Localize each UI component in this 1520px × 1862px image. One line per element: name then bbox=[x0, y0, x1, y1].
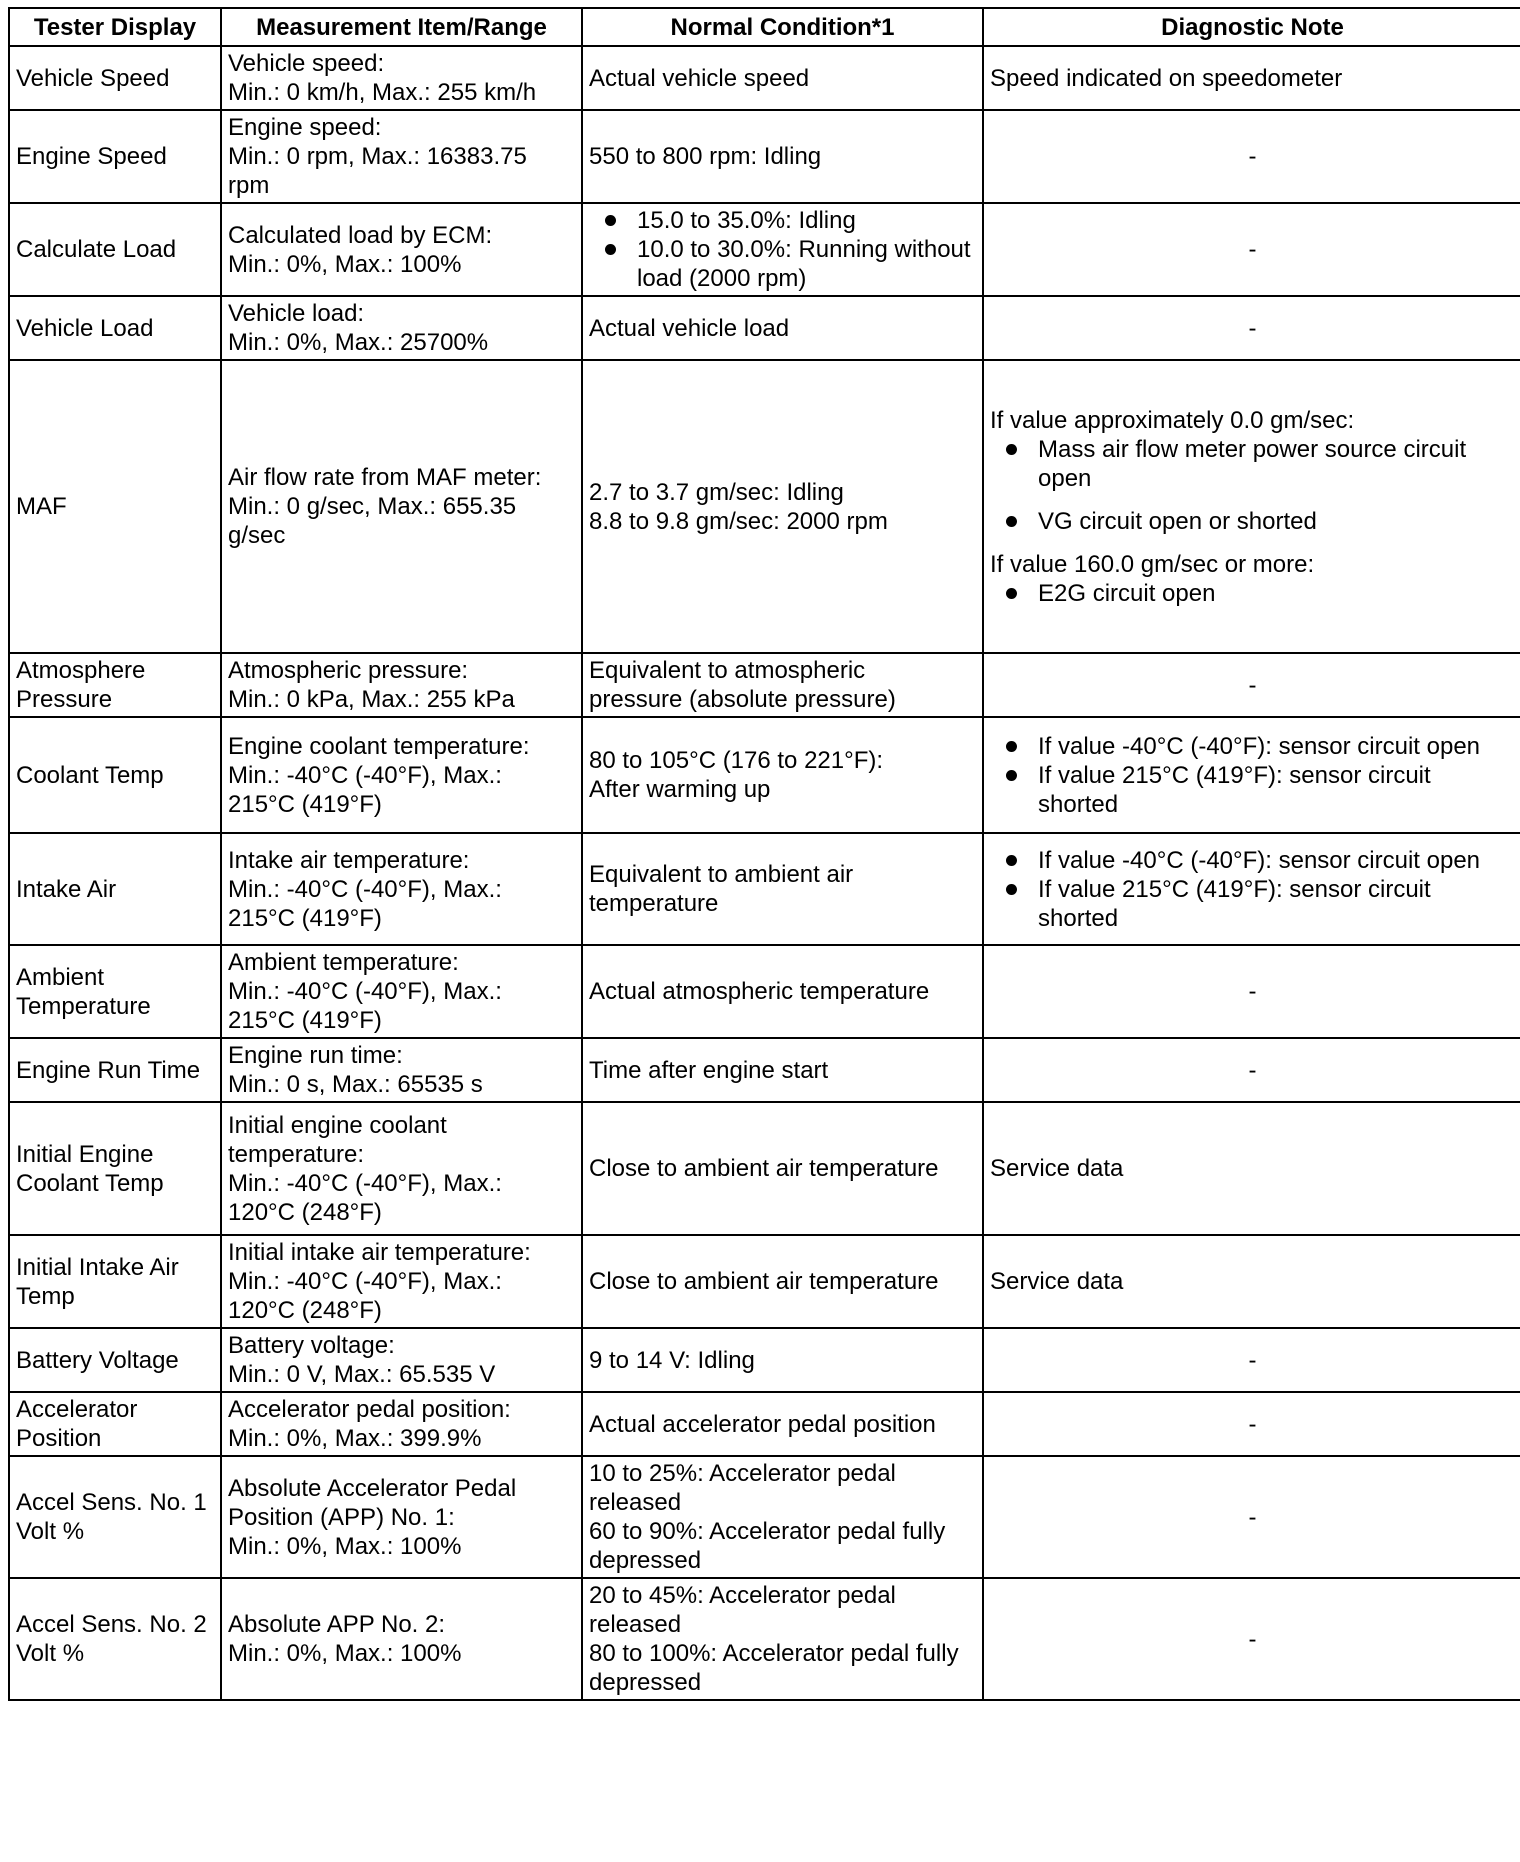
normal-condition-cell: Time after engine start bbox=[582, 1038, 983, 1102]
normal-condition-cell: 80 to 105°C (176 to 221°F): After warming up bbox=[582, 717, 983, 833]
normal-condition-cell bbox=[582, 203, 983, 296]
tester-display-cell: Intake Air bbox=[9, 833, 221, 945]
measurement-range-cell: Calculated load by ECM: Min.: 0%, Max.: 100% bbox=[221, 203, 582, 296]
table-row bbox=[9, 46, 1520, 110]
list-item: 10.0 to 30.0%: Running without load (2000 rpm) bbox=[589, 235, 976, 293]
list-item: If value -40°C (-40°F): sensor circuit open bbox=[990, 732, 1515, 761]
normal-condition-cell: 2.7 to 3.7 gm/sec: Idling 8.8 to 9.8 gm/sec: 2000 rpm bbox=[582, 360, 983, 653]
normal-condition-cell: 9 to 14 V: Idling bbox=[582, 1328, 983, 1392]
diagnostic-note-cell: - bbox=[983, 945, 1520, 1038]
header-tester-display: Tester Display bbox=[9, 8, 221, 46]
data-list-table bbox=[8, 7, 1520, 1701]
diagnostic-note-cell: - bbox=[983, 653, 1520, 717]
list-item: VG circuit open or shorted bbox=[990, 507, 1515, 536]
table-row bbox=[9, 1392, 1520, 1456]
normal-condition-cell: Equivalent to atmospheric pressure (absolute pressure) bbox=[582, 653, 983, 717]
tester-display-cell: Ambient Temperature bbox=[9, 945, 221, 1038]
diagnostic-note-cell: - bbox=[983, 1328, 1520, 1392]
measurement-range-cell: Engine run time: Min.: 0 s, Max.: 65535 s bbox=[221, 1038, 582, 1102]
measurement-range-cell: Engine speed: Min.: 0 rpm, Max.: 16383.75 rpm bbox=[221, 110, 582, 203]
header-diagnostic-note: Diagnostic Note bbox=[983, 8, 1520, 46]
bullet-list bbox=[589, 206, 976, 293]
header-normal-condition: Normal Condition*1 bbox=[582, 8, 983, 46]
normal-condition-cell: Actual atmospheric temperature bbox=[582, 945, 983, 1038]
tester-display-cell: Vehicle Load bbox=[9, 296, 221, 360]
measurement-range-cell: Absolute APP No. 2: Min.: 0%, Max.: 100% bbox=[221, 1578, 582, 1700]
bullet-list bbox=[990, 579, 1515, 608]
measurement-range-cell: Atmospheric pressure: Min.: 0 kPa, Max.: 255 kPa bbox=[221, 653, 582, 717]
table-row bbox=[9, 110, 1520, 203]
tester-display-cell: Accelerator Position bbox=[9, 1392, 221, 1456]
diagnostic-note-cell bbox=[983, 833, 1520, 945]
measurement-range-cell: Engine coolant temperature: Min.: -40°C (-40°F), Max.: 215°C (419°F) bbox=[221, 717, 582, 833]
table-row bbox=[9, 653, 1520, 717]
diagnostic-note-cell: - bbox=[983, 1038, 1520, 1102]
tester-display-cell: Initial Intake Air Temp bbox=[9, 1235, 221, 1328]
tester-display-cell: Vehicle Speed bbox=[9, 46, 221, 110]
list-item: If value 215°C (419°F): sensor circuit shorted bbox=[990, 875, 1515, 933]
table-row bbox=[9, 1235, 1520, 1328]
diagnostic-note-cell: - bbox=[983, 296, 1520, 360]
measurement-range-cell: Intake air temperature: Min.: -40°C (-40°F), Max.: 215°C (419°F) bbox=[221, 833, 582, 945]
normal-condition-cell: Actual accelerator pedal position bbox=[582, 1392, 983, 1456]
table-row bbox=[9, 833, 1520, 945]
list-item: 15.0 to 35.0%: Idling bbox=[589, 206, 976, 235]
diagnostic-note-cell: Service data bbox=[983, 1102, 1520, 1235]
normal-condition-cell: 20 to 45%: Accelerator pedal released 80 to 100%: Accelerator pedal fully depressed bbox=[582, 1578, 983, 1700]
table-row bbox=[9, 1456, 1520, 1578]
header-measurement-item: Measurement Item/Range bbox=[221, 8, 582, 46]
diagnostic-note-cell: - bbox=[983, 1456, 1520, 1578]
tester-display-cell: Engine Speed bbox=[9, 110, 221, 203]
normal-condition-cell: Actual vehicle load bbox=[582, 296, 983, 360]
list-item: E2G circuit open bbox=[990, 579, 1515, 608]
diagnostic-note-cell: If value approximately 0.0 gm/sec: Mass air flow meter power source circuit open VG circuit open or shorted If value 160.0 gm/sec or more: E2G circuit open bbox=[983, 360, 1520, 653]
tester-display-cell: Accel Sens. No. 2 Volt % bbox=[9, 1578, 221, 1700]
tester-display-cell: MAF bbox=[9, 360, 221, 653]
measurement-range-cell: Air flow rate from MAF meter: Min.: 0 g/sec, Max.: 655.35 g/sec bbox=[221, 360, 582, 653]
normal-condition-cell: 10 to 25%: Accelerator pedal released 60 to 90%: Accelerator pedal fully depressed bbox=[582, 1456, 983, 1578]
table-row bbox=[9, 1328, 1520, 1392]
measurement-range-cell: Initial intake air temperature: Min.: -40°C (-40°F), Max.: 120°C (248°F) bbox=[221, 1235, 582, 1328]
diagnostic-note-cell bbox=[983, 717, 1520, 833]
measurement-range-cell: Vehicle load: Min.: 0%, Max.: 25700% bbox=[221, 296, 582, 360]
table-row bbox=[9, 360, 1520, 653]
table-row bbox=[9, 203, 1520, 296]
measurement-range-cell: Absolute Accelerator Pedal Position (APP) No. 1: Min.: 0%, Max.: 100% bbox=[221, 1456, 582, 1578]
tester-display-cell: Engine Run Time bbox=[9, 1038, 221, 1102]
diagnostic-note-cell: - bbox=[983, 1578, 1520, 1700]
measurement-range-cell: Vehicle speed: Min.: 0 km/h, Max.: 255 km/h bbox=[221, 46, 582, 110]
normal-condition-cell: Actual vehicle speed bbox=[582, 46, 983, 110]
table-row bbox=[9, 1578, 1520, 1700]
tester-display-cell: Accel Sens. No. 1 Volt % bbox=[9, 1456, 221, 1578]
header-row bbox=[9, 8, 1520, 46]
measurement-range-cell: Ambient temperature: Min.: -40°C (-40°F), Max.: 215°C (419°F) bbox=[221, 945, 582, 1038]
measurement-range-cell: Battery voltage: Min.: 0 V, Max.: 65.535 V bbox=[221, 1328, 582, 1392]
table-row bbox=[9, 945, 1520, 1038]
normal-condition-cell: Close to ambient air temperature bbox=[582, 1102, 983, 1235]
list-item: Mass air flow meter power source circuit open bbox=[990, 435, 1515, 493]
diagnostic-note-cell: - bbox=[983, 203, 1520, 296]
table-row bbox=[9, 717, 1520, 833]
normal-condition-cell: Equivalent to ambient air temperature bbox=[582, 833, 983, 945]
diagnostic-note-cell: - bbox=[983, 110, 1520, 203]
diagnostic-note-cell: - bbox=[983, 1392, 1520, 1456]
bullet-list bbox=[990, 846, 1515, 933]
list-item: If value -40°C (-40°F): sensor circuit open bbox=[990, 846, 1515, 875]
bullet-list bbox=[990, 732, 1515, 819]
measurement-range-cell: Initial engine coolant temperature: Min.: -40°C (-40°F), Max.: 120°C (248°F) bbox=[221, 1102, 582, 1235]
tester-display-cell: Battery Voltage bbox=[9, 1328, 221, 1392]
tester-display-cell: Coolant Temp bbox=[9, 717, 221, 833]
tester-display-cell: Initial Engine Coolant Temp bbox=[9, 1102, 221, 1235]
table-row bbox=[9, 1102, 1520, 1235]
tester-display-cell: Atmosphere Pressure bbox=[9, 653, 221, 717]
diagnostic-note-cell: Speed indicated on speedometer bbox=[983, 46, 1520, 110]
table-row bbox=[9, 1038, 1520, 1102]
normal-condition-cell: 550 to 800 rpm: Idling bbox=[582, 110, 983, 203]
diagnostic-note-cell: Service data bbox=[983, 1235, 1520, 1328]
list-item: If value 215°C (419°F): sensor circuit shorted bbox=[990, 761, 1515, 819]
measurement-range-cell: Accelerator pedal position: Min.: 0%, Max.: 399.9% bbox=[221, 1392, 582, 1456]
tester-display-cell: Calculate Load bbox=[9, 203, 221, 296]
normal-condition-cell: Close to ambient air temperature bbox=[582, 1235, 983, 1328]
bullet-list bbox=[990, 435, 1515, 536]
table-row bbox=[9, 296, 1520, 360]
